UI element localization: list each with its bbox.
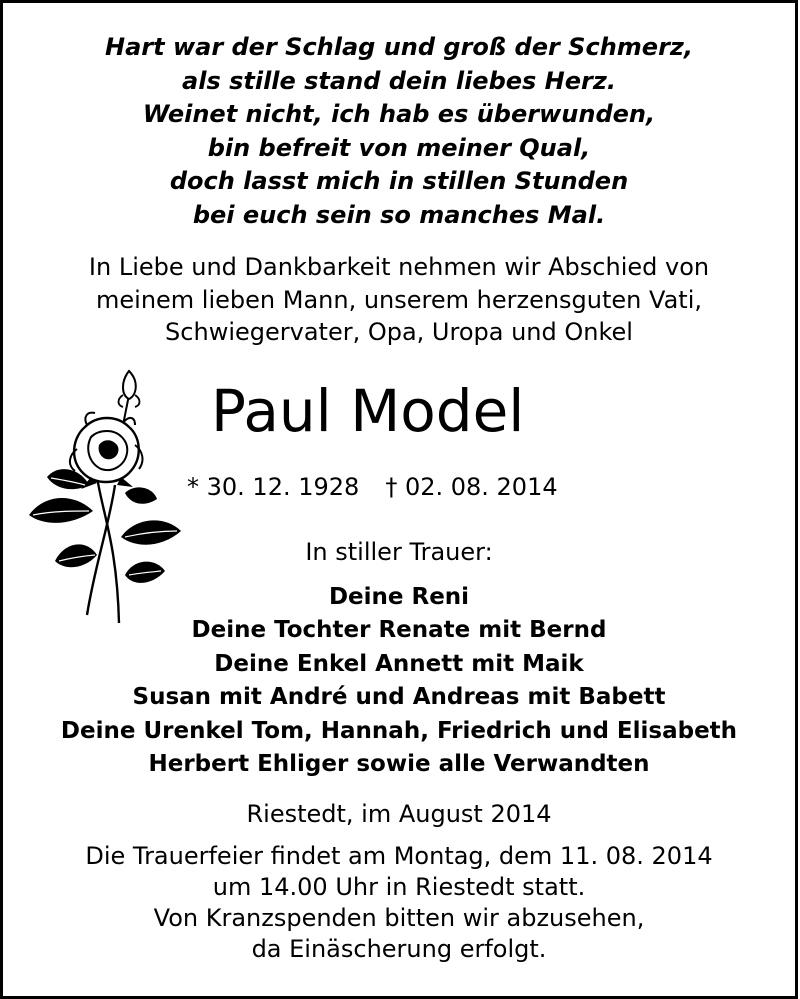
intro-line: In Liebe und Dankbarkeit nehmen wir Abschied von bbox=[88, 253, 710, 281]
poem-line: doch lasst mich in stillen Stunden bbox=[169, 167, 629, 195]
poem-line: als stille stand dein liebes Herz. bbox=[182, 66, 616, 95]
mourner-line: Deine Tochter Renate mit Bernd bbox=[191, 617, 607, 644]
funeral-line: um 14.00 Uhr in Riestedt statt. bbox=[212, 873, 586, 901]
poem-line: Weinet nicht, ich hab es überwunden, bbox=[142, 100, 656, 128]
mourner-line: Deine Urenkel Tom, Hannah, Friedrich und Elisabeth bbox=[60, 717, 738, 744]
mourner-line: Deine Reni bbox=[328, 584, 470, 610]
mourner-line: Deine Enkel Annett mit Maik bbox=[214, 650, 584, 677]
life-dates bbox=[187, 471, 558, 503]
birth-date: * 30. 12. 1928 bbox=[187, 473, 360, 501]
intro-line: meinem lieben Mann, unserem herzensguten Vati, bbox=[96, 285, 702, 314]
poem-line: bei euch sein so manches Mal. bbox=[192, 200, 606, 229]
funeral-line: Von Kranzspenden bitten wir abzusehen, bbox=[153, 904, 645, 932]
death-date: † 02. 08. 2014 bbox=[385, 473, 558, 501]
poem-line: Hart war der Schlag und groß der Schmerz, bbox=[105, 33, 693, 61]
mourning-label: In stiller Trauer: bbox=[305, 538, 493, 566]
poem-line: bin befreit von meiner Qual, bbox=[207, 133, 591, 162]
mourners-list bbox=[3, 581, 795, 781]
funeral-line: da Einäscherung erfolgt. bbox=[251, 935, 547, 963]
funeral-line: Die Trauerfeier findet am Montag, dem 11. 08. 2014 bbox=[85, 842, 713, 870]
farewell-intro bbox=[3, 251, 795, 349]
place-date: Riestedt, im August 2014 bbox=[246, 800, 552, 828]
intro-line: Schwiegervater, Opa, Uropa und Onkel bbox=[165, 318, 633, 346]
mourner-line: Susan mit André und Andreas mit Babett bbox=[132, 684, 666, 711]
memorial-poem bbox=[3, 31, 795, 232]
funeral-notice bbox=[3, 841, 795, 965]
deceased-name: Paul Model bbox=[211, 377, 525, 445]
mourner-line: Herbert Ehliger sowie alle Verwandten bbox=[148, 751, 650, 778]
